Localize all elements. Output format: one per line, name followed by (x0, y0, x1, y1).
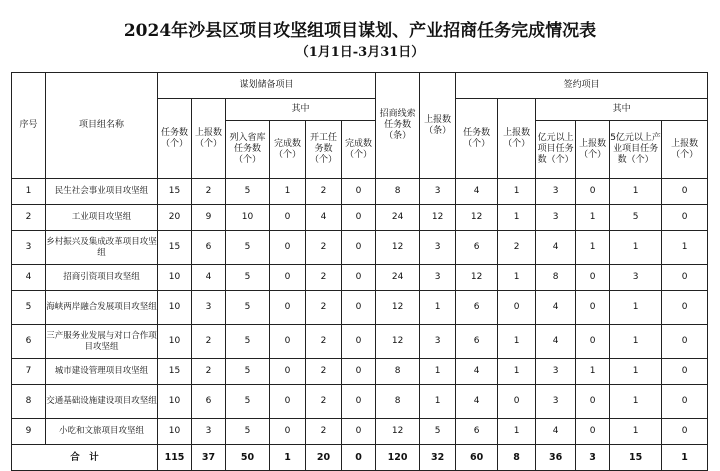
row-value: 8 (376, 179, 420, 205)
row-value: 2 (306, 325, 342, 359)
row-value: 4 (456, 385, 498, 419)
row-value: 1 (610, 179, 662, 205)
row-group-name: 小吃和文旅项目攻坚组 (46, 419, 158, 445)
row-value: 0 (270, 385, 306, 419)
row-value: 12 (376, 419, 420, 445)
row-value: 12 (376, 231, 420, 265)
table-row (12, 205, 708, 231)
row-value: 3 (192, 291, 226, 325)
row-value: 10 (158, 291, 192, 325)
row-value: 6 (456, 419, 498, 445)
total-label: 合 计 (12, 445, 158, 471)
row-group-name: 招商引资项目攻坚组 (46, 265, 158, 291)
row-value: 0 (270, 359, 306, 385)
row-value: 1 (610, 419, 662, 445)
row-seq: 1 (12, 179, 46, 205)
row-value: 2 (192, 325, 226, 359)
row-value: 5 (226, 179, 270, 205)
row-value: 1 (662, 231, 708, 265)
header-sign-task: 任务数（个） (456, 99, 498, 179)
row-value: 3 (420, 179, 456, 205)
header-billion-reported: 上报数（个） (576, 121, 610, 179)
row-value: 0 (662, 291, 708, 325)
table-row (12, 385, 708, 419)
row-value: 20 (158, 205, 192, 231)
table-row (12, 291, 708, 325)
row-value: 15 (158, 359, 192, 385)
total-value: 37 (192, 445, 226, 471)
row-value: 3 (420, 325, 456, 359)
row-value: 3 (536, 205, 576, 231)
row-group-name: 三产服务业发展与对口合作项目攻坚组 (46, 325, 158, 359)
row-value: 1 (420, 359, 456, 385)
row-value: 10 (226, 205, 270, 231)
row-value: 5 (226, 231, 270, 265)
row-value: 0 (662, 359, 708, 385)
row-value: 0 (662, 205, 708, 231)
row-value: 0 (498, 291, 536, 325)
total-value: 120 (376, 445, 420, 471)
row-value: 9 (192, 205, 226, 231)
row-value: 0 (270, 291, 306, 325)
row-group-name: 海峡两岸融合发展项目攻坚组 (46, 291, 158, 325)
header-planning-group: 谋划储备项目 (158, 73, 376, 99)
row-value: 0 (342, 325, 376, 359)
row-value: 0 (662, 385, 708, 419)
total-value: 15 (610, 445, 662, 471)
row-value: 3 (536, 385, 576, 419)
header-signing-among: 其中 (536, 99, 708, 121)
row-value: 2 (306, 179, 342, 205)
row-value: 0 (576, 325, 610, 359)
row-value: 1 (420, 385, 456, 419)
total-value: 8 (498, 445, 536, 471)
row-value: 1 (610, 291, 662, 325)
table-subtitle: （1月1日-3月31日） (295, 45, 425, 60)
row-group-name: 民生社会事业项目攻坚组 (46, 179, 158, 205)
total-value: 20 (306, 445, 342, 471)
header-task-count: 任务数（个） (158, 99, 192, 179)
row-value: 1 (576, 231, 610, 265)
table-row (12, 231, 708, 265)
row-value: 4 (192, 265, 226, 291)
total-value: 60 (456, 445, 498, 471)
progress-table (11, 72, 708, 471)
row-value: 0 (342, 385, 376, 419)
row-value: 12 (376, 325, 420, 359)
row-value: 2 (306, 359, 342, 385)
row-group-name: 工业项目攻坚组 (46, 205, 158, 231)
row-seq: 9 (12, 419, 46, 445)
row-value: 12 (376, 291, 420, 325)
row-value: 1 (610, 325, 662, 359)
row-value: 5 (226, 265, 270, 291)
row-value: 10 (158, 385, 192, 419)
row-value: 24 (376, 205, 420, 231)
row-value: 4 (536, 231, 576, 265)
total-value: 0 (342, 445, 376, 471)
row-value: 6 (456, 291, 498, 325)
row-value: 4 (536, 325, 576, 359)
total-value: 3 (576, 445, 610, 471)
row-value: 5 (420, 419, 456, 445)
row-value: 0 (662, 419, 708, 445)
row-value: 0 (342, 265, 376, 291)
row-value: 5 (226, 359, 270, 385)
row-value: 10 (158, 325, 192, 359)
row-seq: 6 (12, 325, 46, 359)
table-row (12, 325, 708, 359)
row-value: 6 (456, 231, 498, 265)
row-value: 0 (270, 325, 306, 359)
row-value: 12 (420, 205, 456, 231)
row-value: 4 (306, 205, 342, 231)
row-value: 1 (576, 359, 610, 385)
header-billion-task: 亿元以上项目任务数（个） (536, 121, 576, 179)
table-row (12, 359, 708, 385)
row-value: 2 (192, 179, 226, 205)
row-value: 2 (192, 359, 226, 385)
row-value: 0 (662, 325, 708, 359)
total-value: 1 (270, 445, 306, 471)
row-value: 5 (226, 291, 270, 325)
row-value: 1 (498, 359, 536, 385)
row-value: 0 (342, 231, 376, 265)
header-five-billion-reported: 上报数（个） (662, 121, 708, 179)
row-value: 1 (610, 385, 662, 419)
row-value: 0 (576, 291, 610, 325)
row-value: 2 (306, 231, 342, 265)
row-value: 4 (456, 179, 498, 205)
row-value: 4 (456, 359, 498, 385)
header-planning-among: 其中 (226, 99, 376, 121)
row-value: 10 (158, 419, 192, 445)
row-value: 12 (456, 205, 498, 231)
header-listed-task: 列入省库任务数（个） (226, 121, 270, 179)
table-row (12, 179, 708, 205)
row-value: 8 (376, 385, 420, 419)
row-value: 1 (610, 359, 662, 385)
total-value: 32 (420, 445, 456, 471)
row-value: 24 (376, 265, 420, 291)
row-value: 1 (420, 291, 456, 325)
header-sign-reported: 上报数（个） (498, 99, 536, 179)
row-value: 0 (576, 265, 610, 291)
row-value: 3 (420, 231, 456, 265)
row-value: 2 (498, 231, 536, 265)
row-value: 4 (536, 419, 576, 445)
row-value: 0 (576, 419, 610, 445)
row-seq: 4 (12, 265, 46, 291)
row-value: 1 (498, 325, 536, 359)
table-row (12, 265, 708, 291)
row-value: 8 (536, 265, 576, 291)
row-value: 2 (306, 291, 342, 325)
row-value: 15 (158, 231, 192, 265)
row-value: 0 (342, 359, 376, 385)
row-value: 10 (158, 265, 192, 291)
row-value: 1 (498, 265, 536, 291)
row-value: 1 (498, 179, 536, 205)
header-leads-task: 招商线索任务数（条） (376, 73, 420, 179)
total-row (12, 445, 708, 471)
header-started-completed: 完成数（个） (342, 121, 376, 179)
row-value: 2 (306, 419, 342, 445)
row-seq: 8 (12, 385, 46, 419)
row-seq: 2 (12, 205, 46, 231)
row-value: 6 (192, 231, 226, 265)
table-row (12, 419, 708, 445)
header-five-billion-task: 5亿元以上产业项目任务数（个） (610, 121, 662, 179)
row-seq: 5 (12, 291, 46, 325)
row-value: 5 (226, 385, 270, 419)
row-value: 0 (342, 419, 376, 445)
header-group-name: 项目组名称 (46, 73, 158, 179)
row-value: 0 (270, 205, 306, 231)
row-value: 0 (270, 265, 306, 291)
row-value: 1 (498, 419, 536, 445)
total-value: 50 (226, 445, 270, 471)
row-value: 15 (158, 179, 192, 205)
row-value: 2 (306, 265, 342, 291)
total-value: 115 (158, 445, 192, 471)
row-value: 6 (456, 325, 498, 359)
row-value: 0 (662, 265, 708, 291)
row-group-name: 城市建设管理项目攻坚组 (46, 359, 158, 385)
row-value: 5 (226, 325, 270, 359)
row-value: 8 (376, 359, 420, 385)
row-value: 3 (536, 179, 576, 205)
header-signing-group: 签约项目 (456, 73, 708, 99)
header-started-task: 开工任务数（个） (306, 121, 342, 179)
header-leads-reported: 上报数（条） (420, 73, 456, 179)
header-seq: 序号 (12, 73, 46, 179)
row-value: 0 (270, 419, 306, 445)
total-value: 1 (662, 445, 708, 471)
row-value: 1 (270, 179, 306, 205)
total-value: 36 (536, 445, 576, 471)
row-value: 0 (576, 385, 610, 419)
row-value: 6 (192, 385, 226, 419)
row-value: 3 (610, 265, 662, 291)
row-value: 2 (306, 385, 342, 419)
row-value: 0 (342, 179, 376, 205)
row-value: 3 (536, 359, 576, 385)
row-value: 0 (576, 179, 610, 205)
row-value: 1 (576, 205, 610, 231)
row-value: 0 (342, 205, 376, 231)
row-value: 0 (270, 231, 306, 265)
row-value: 3 (192, 419, 226, 445)
row-group-name: 乡村振兴及集成改革项目攻坚组 (46, 231, 158, 265)
header-completed: 完成数（个） (270, 121, 306, 179)
table-title: 2024年沙县区项目攻坚组项目谋划、产业招商任务完成情况表 (123, 21, 597, 41)
row-value: 5 (226, 419, 270, 445)
row-value: 0 (342, 291, 376, 325)
row-group-name: 交通基础设施建设项目攻坚组 (46, 385, 158, 419)
row-seq: 7 (12, 359, 46, 385)
row-value: 5 (610, 205, 662, 231)
row-value: 0 (662, 179, 708, 205)
row-value: 0 (498, 385, 536, 419)
row-seq: 3 (12, 231, 46, 265)
row-value: 12 (456, 265, 498, 291)
row-value: 1 (498, 205, 536, 231)
row-value: 1 (610, 231, 662, 265)
row-value: 4 (536, 291, 576, 325)
row-value: 3 (420, 265, 456, 291)
header-reported: 上报数（个） (192, 99, 226, 179)
